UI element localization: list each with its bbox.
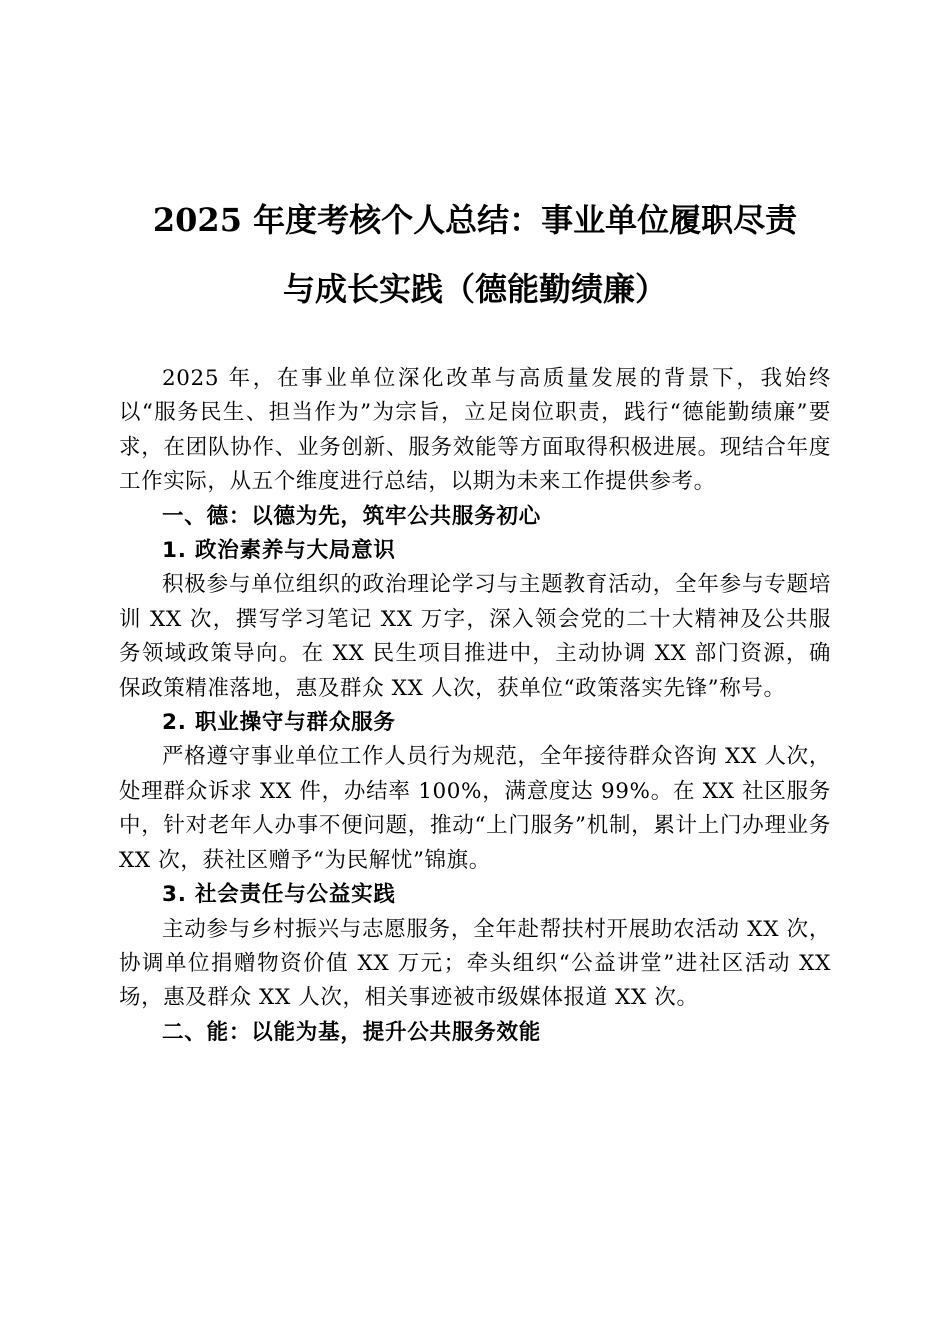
section-heading-de: 一、德：以德为先，筑牢公共服务初心 xyxy=(162,503,542,529)
section-heading-neng: 二、能：以能为基，提升公共服务效能 xyxy=(162,1019,542,1045)
intro-paragraph: 2025 年，在事业单位深化改革与高质量发展的背景下，我始终以“服务民生、担当作为”为宗旨，立足岗位职责，践行“德能勤绩廉”要求，在团队协作、业务创新、服务效能等方面取得积极进展。现结合年度工作实际，从五个维度进行总结，以期为未来工作提供参考。 xyxy=(119,366,831,495)
subheading-social-responsibility: 3. 社会责任与公益实践 xyxy=(162,882,396,908)
subheading-professional-ethics: 2. 职业操守与群众服务 xyxy=(162,710,396,736)
document-body xyxy=(119,362,831,1050)
subheading-political-literacy: 1. 政治素养与大局意识 xyxy=(162,538,396,564)
paragraph-professional-ethics: 严格遵守事业单位工作人员行为规范，全年接待群众咨询 XX 人次，处理群众诉求 XX 件，办结率 100%，满意度达 99%。在 XX 社区服务中，针对老年人办事不便问题，推动“上门服务”机制，累计上门办理业务 XX 次，获社区赠予“为民解忧”锦旗。 xyxy=(119,744,831,873)
paragraph-social-responsibility: 主动参与乡村振兴与志愿服务，全年赴帮扶村开展助农活动 XX 次，协调单位捐赠物资价值 XX 万元；牵头组织“公益讲堂”进社区活动 XX 场，惠及群众 XX 人次，相关事迹被市级媒体报道 XX 次。 xyxy=(119,916,831,1011)
paragraph-political-literacy: 积极参与单位组织的政治理论学习与主题教育活动，全年参与专题培训 XX 次，撰写学习笔记 XX 万字，深入领会党的二十大精神及公共服务领域政策导向。在 XX 民生项目推进中，主动协调 XX 部门资源，确保政策精准落地，惠及群众 XX 人次，获单位“政策落实先锋”称号。 xyxy=(119,572,831,701)
document-title-line-1: 2025 年度考核个人总结：事业单位履职尽责 xyxy=(152,201,798,239)
document-title-line-2: 与成长实践（德能勤绩廉） xyxy=(282,270,667,308)
